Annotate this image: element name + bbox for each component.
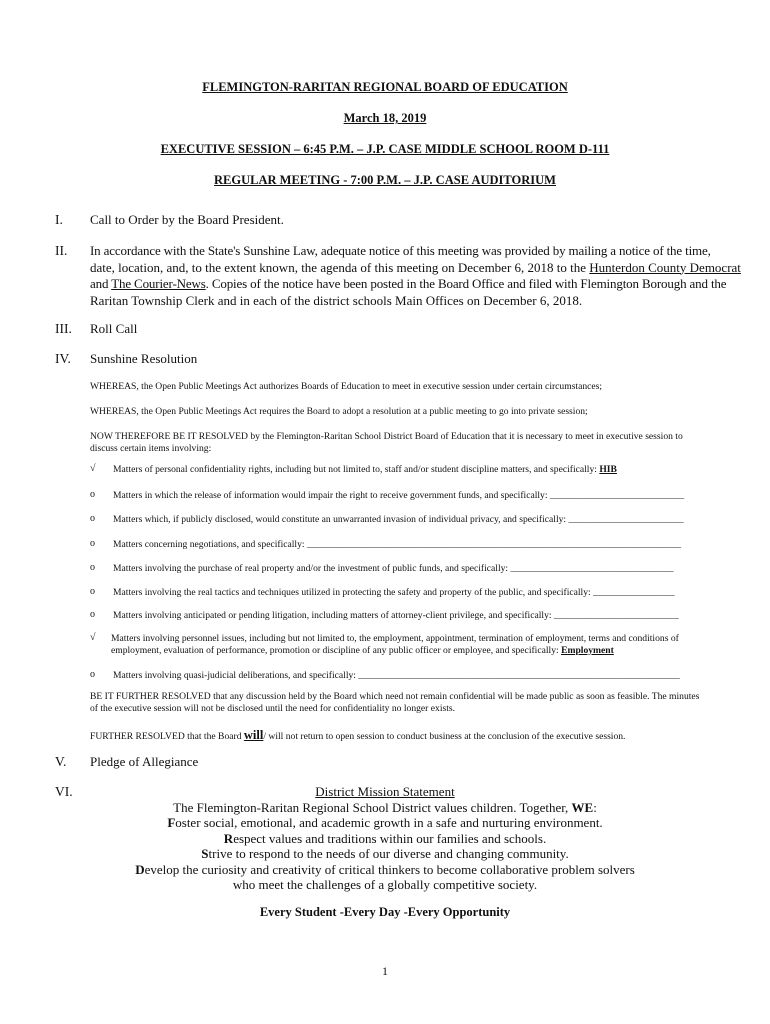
- mission-strive-text: trive to respond to the needs of our diverse and changing community.: [208, 846, 569, 861]
- checked-mark: √: [90, 463, 96, 474]
- will-option: will: [243, 728, 264, 742]
- mission-line-strive: [0, 846, 770, 862]
- mission-we: WE: [571, 799, 594, 815]
- whereas-clause-2: WHEREAS, the Open Public Meetings Act requires the Board to adopt a resolution at a public meeting to go into private session;: [90, 406, 588, 417]
- mission-line-1: [0, 800, 770, 816]
- item-ii-line-4: Raritan Township Clerk and in each of the district schools Main Offices on December 6, 2018.: [90, 292, 583, 308]
- bullet-negotiations: Matters concerning negotiations, and specifically: ______________________________________________________________________________: [113, 539, 682, 550]
- checked-mark: √: [90, 632, 96, 643]
- further-resolved-clause-1: [90, 691, 730, 715]
- board-title: FLEMINGTON-RARITAN REGIONAL BOARD OF EDUCATION: [202, 80, 568, 94]
- now-therefore-line-2: discuss certain items involving:: [90, 443, 212, 454]
- mission-cap-s: S: [201, 846, 209, 861]
- item-i-text: Call to Order by the Board President.: [90, 212, 284, 227]
- executive-session-heading: EXECUTIVE SESSION – 6:45 P.M. – J.P. CASE MIDDLE SCHOOL ROOM D-111: [160, 142, 610, 156]
- whereas-clause-1: WHEREAS, the Open Public Meetings Act authorizes Boards of Education to meet in executive session under certain circumstances;: [90, 381, 603, 392]
- unchecked-mark: o: [90, 609, 95, 620]
- bullet-privacy: Matters which, if publicly disclosed, would constitute an unwarranted invasion of individual privacy, and specifically: ________________________: [113, 514, 684, 525]
- district-slogan: Every Student -Every Day -Every Opportunity: [259, 905, 511, 919]
- mission-line-1-colon: :: [593, 799, 597, 815]
- bullet-real-property: Matters involving the purchase of real property and/or the investment of public funds, and specifically: __________________________________: [113, 563, 674, 574]
- hunterdon-county-democrat-link: Hunterdon County Democrat: [589, 259, 741, 275]
- unchecked-mark: o: [90, 538, 95, 549]
- meeting-date: March 18, 2019: [343, 111, 427, 125]
- mission-foster-text: oster social, emotional, and academic growth in a safe and nurturing environment.: [175, 815, 603, 830]
- unchecked-mark: o: [90, 489, 95, 500]
- item-number-iii: III.: [55, 321, 72, 336]
- mission-cap-d: D: [135, 861, 145, 877]
- mission-heading: District Mission Statement: [315, 784, 455, 799]
- mission-line-1-text: The Flemington-Raritan Regional School District values children. Together,: [173, 799, 572, 815]
- bullet-personnel: [111, 633, 679, 657]
- further-1-line-2: of the executive session will not be disclosed until the need for confidentiality no longer exists.: [90, 703, 456, 714]
- unchecked-mark: o: [90, 586, 95, 597]
- mission-line-last: who meet the challenges of a globally competitive society.: [232, 877, 538, 892]
- bullet-1-text: Matters of personal confidentiality rights, including but not limited to, staff and/or student discipline matters, and specifically:: [113, 464, 600, 475]
- mission-statement: [0, 784, 770, 893]
- further-2-rest: / will not return to open session to conduct business at the conclusion of the executive session.: [263, 731, 626, 742]
- further-1-line-1: BE IT FURTHER RESOLVED that any discussion held by the Board which need not remain confidential will be made public as soon as feasible. The minutes: [90, 691, 700, 702]
- item-ii-line-3: [90, 276, 730, 293]
- mission-line-develop: [0, 862, 770, 878]
- mission-line-respect: [0, 831, 770, 847]
- unchecked-mark: o: [90, 513, 95, 524]
- item-number-ii: II.: [55, 243, 68, 258]
- bullet-government-funds: Matters in which the release of information would impair the right to receive government funds, and specifically: ____________________________: [113, 490, 685, 501]
- page-number: 1: [382, 964, 388, 978]
- mission-respect-text: espect values and traditions within our families and schools.: [233, 830, 547, 846]
- item-ii-line-2-text: date, location, and, to the extent known, the agenda of this meeting on December 6, 2018 to the: [90, 259, 590, 275]
- item-number-vi: VI.: [55, 784, 73, 799]
- mission-develop-text: evelop the curiosity and creativity of critical thinkers to become collaborative problem solvers: [144, 861, 635, 877]
- item-number-v: V.: [55, 754, 67, 769]
- further-2-lead: FURTHER RESOLVED that the Board: [90, 731, 244, 742]
- bullet-8-line-2-text: employment, evaluation of performance, promotion or discipline of any public officer or employee, and specifically:: [111, 645, 562, 656]
- item-iv-text: Sunshine Resolution: [90, 351, 198, 366]
- item-ii-line-2: [90, 259, 741, 277]
- item-ii-line-3-lead: and: [90, 276, 112, 291]
- now-therefore-line-1: NOW THEREFORE BE IT RESOLVED by the Flemington-Raritan School District Board of Education that it is necessary to meet in executive session to: [90, 431, 683, 442]
- now-therefore-clause: [90, 431, 730, 455]
- bullet-8-line-2: [111, 645, 679, 657]
- bullet-8-value: Employment: [561, 645, 614, 656]
- regular-meeting-heading: REGULAR MEETING - 7:00 P.M. – J.P. CASE AUDITORIUM: [214, 173, 556, 187]
- mission-line-foster: [0, 815, 770, 831]
- bullet-litigation: Matters involving anticipated or pending litigation, including matters of attorney-client privilege, and specifically: __________________________: [113, 610, 679, 621]
- item-iii-text: Roll Call: [90, 321, 138, 336]
- item-ii-line-1: In accordance with the State's Sunshine Law, adequate notice of this meeting was provided by mailing a notice of the time,: [90, 243, 711, 258]
- item-number-i: I.: [55, 212, 63, 227]
- unchecked-mark: o: [90, 562, 95, 573]
- further-resolved-clause-2: [90, 729, 730, 743]
- item-v-text: Pledge of Allegiance: [90, 754, 199, 769]
- item-number-iv: IV.: [55, 351, 71, 366]
- unchecked-mark: o: [90, 669, 95, 680]
- bullet-quasi-judicial: Matters involving quasi-judicial deliberations, and specifically: ___________________________________________________________________: [113, 670, 680, 681]
- bullet-1-value: HIB: [599, 464, 617, 475]
- bullet-personal-confidentiality: [113, 464, 617, 475]
- bullet-safety-tactics: Matters involving the real tactics and techniques utilized in protecting the safety and property of the public, and specifically: _________________: [113, 587, 675, 598]
- courier-news-link: The Courier-News: [111, 276, 206, 291]
- item-ii-paragraph: [90, 243, 741, 309]
- mission-cap-f: F: [167, 815, 176, 830]
- bullet-8-line-1: Matters involving personnel issues, including but not limited to, the employment, appointment, termination of employment, terms and conditions of: [111, 633, 679, 644]
- item-ii-line-3-text: . Copies of the notice have been posted in the Board Office and filed with Flemington Borough and the: [205, 276, 727, 291]
- mission-cap-r: R: [223, 830, 234, 846]
